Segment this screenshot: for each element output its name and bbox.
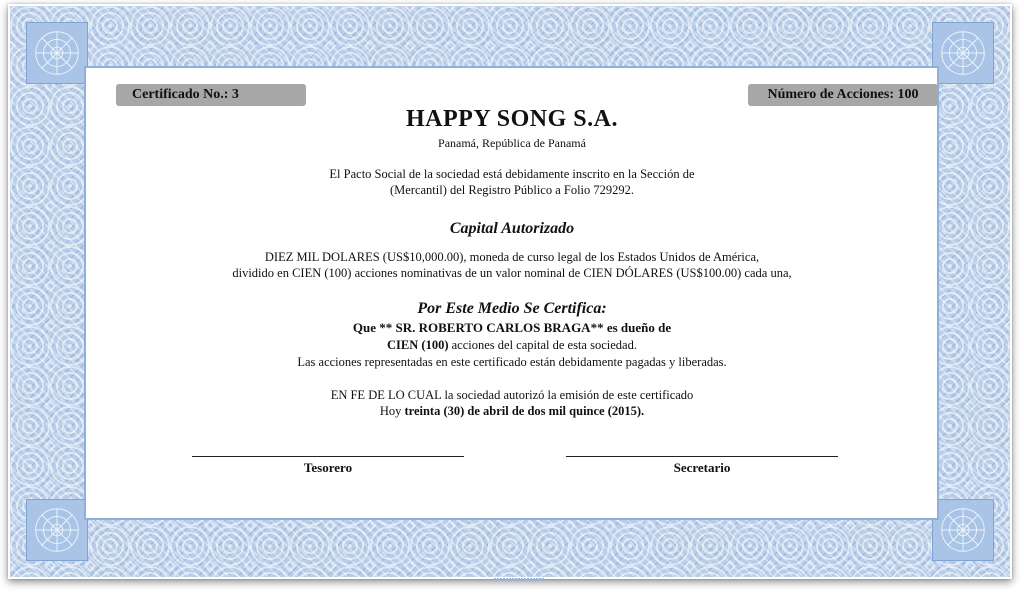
certification-title: Por Este Medio Se Certifica: [417, 300, 607, 317]
issue-date: treinta (30) de abril de dos mil quince (2015). [404, 404, 645, 418]
shares-line [150, 338, 874, 353]
capital-line-2: dividido en CIEN (100) acciones nominativas de un valor nominal de CIEN DÓLARES (US$100.00) cada una, [232, 266, 792, 280]
capital-line-1: DIEZ MIL DOLARES (US$10,000.00), moneda de curso legal de los Estados Unidos de América, [264, 250, 760, 264]
inner-frame [84, 66, 939, 520]
secretary-label: Secretario [673, 460, 731, 475]
date-line [150, 404, 874, 419]
paid-note: Las acciones representadas en este certificado están debidamente pagadas y liberadas. [297, 355, 727, 369]
shares-amount: CIEN (100) [387, 338, 449, 352]
corner-rosette-bottom-right [932, 499, 994, 561]
holder-prefix: Que ** [352, 320, 396, 335]
corner-rosette-top-right [932, 22, 994, 84]
company-location: Panamá, República de Panamá [438, 136, 586, 150]
company-name: HAPPY SONG S.A. [406, 106, 618, 132]
treasurer-label: Tesorero [303, 460, 353, 475]
treasurer-signature-line [192, 456, 464, 457]
secretary-signature-line [566, 456, 838, 457]
capital-title: Capital Autorizado [449, 220, 575, 237]
holder-line [150, 320, 874, 336]
holder-name: SR. ROBERTO CARLOS BRAGA** [395, 320, 604, 335]
corner-rosette-top-left [26, 22, 88, 84]
shares-count-badge: Número de Acciones: 100 [748, 84, 938, 106]
pacto-social-line-2: (Mercantil) del Registro Público a Folio 729292. [389, 183, 635, 197]
attestation-line: EN FE DE LO CUAL la sociedad autorizó la emisión de este certificado [330, 388, 694, 402]
pacto-social-line-1: El Pacto Social de la sociedad está debidamente inscrito en la Sección de [329, 167, 695, 181]
corner-rosette-bottom-left [26, 499, 88, 561]
date-prefix: Hoy [379, 404, 405, 418]
microprint-line [494, 578, 544, 581]
holder-suffix: es dueño de [603, 320, 672, 335]
certificate-number-badge: Certificado No.: 3 [116, 84, 306, 106]
shares-description: acciones del capital de esta sociedad. [448, 338, 637, 352]
